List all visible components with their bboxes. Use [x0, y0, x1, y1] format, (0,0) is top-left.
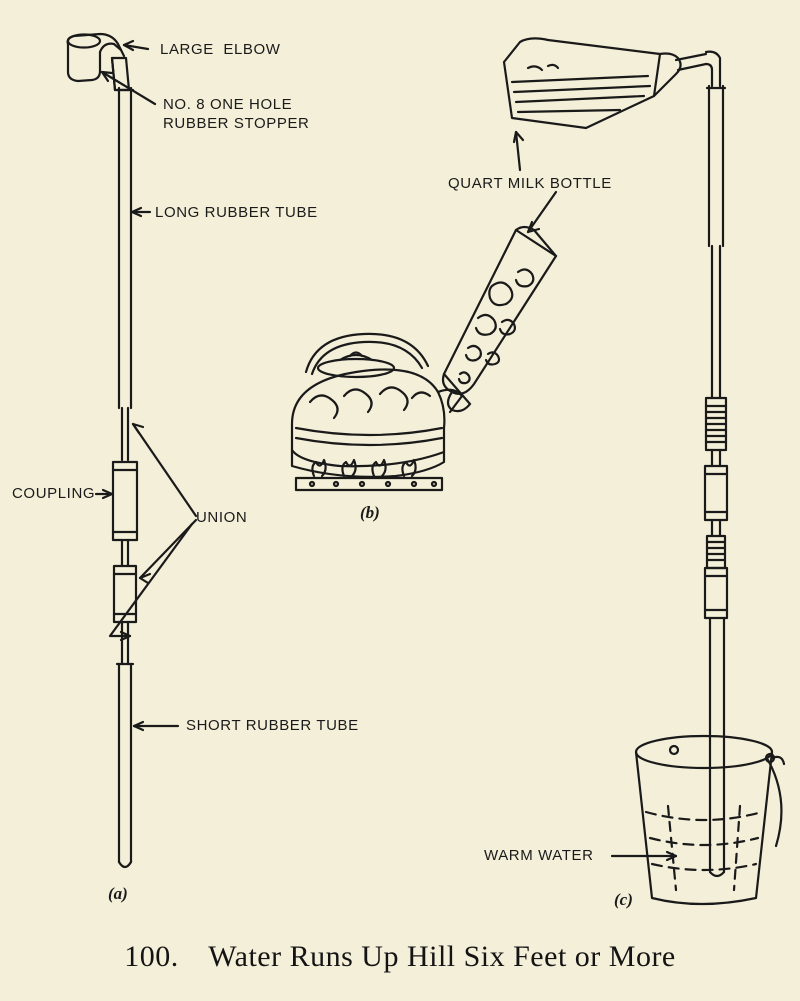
panel-b-kettle — [292, 227, 556, 490]
caption-text: Water Runs Up Hill Six Feet or More — [208, 940, 676, 973]
figure-caption — [0, 940, 800, 974]
label-rubber-stopper-line1: NO. 8 ONE HOLE — [163, 96, 293, 113]
label-short-rubber-tube: SHORT RUBBER TUBE — [186, 717, 359, 734]
panel-label-c: (c) — [614, 890, 633, 909]
label-quart-milk-bottle: QUART MILK BOTTLE — [448, 175, 612, 192]
label-union: UNION — [196, 509, 248, 526]
caption-number: 100. — [124, 940, 179, 973]
panel-c-apparatus — [504, 38, 784, 904]
label-long-rubber-tube: LONG RUBBER TUBE — [155, 204, 318, 221]
panel-a-apparatus — [68, 34, 196, 867]
label-large-elbow: LARGE ELBOW — [160, 41, 281, 58]
label-coupling: COUPLING — [12, 485, 96, 502]
panel-label-b: (b) — [360, 503, 380, 522]
label-rubber-stopper-line2: RUBBER STOPPER — [163, 115, 310, 132]
label-warm-water: WARM WATER — [484, 847, 594, 864]
panel-label-a: (a) — [108, 884, 128, 903]
